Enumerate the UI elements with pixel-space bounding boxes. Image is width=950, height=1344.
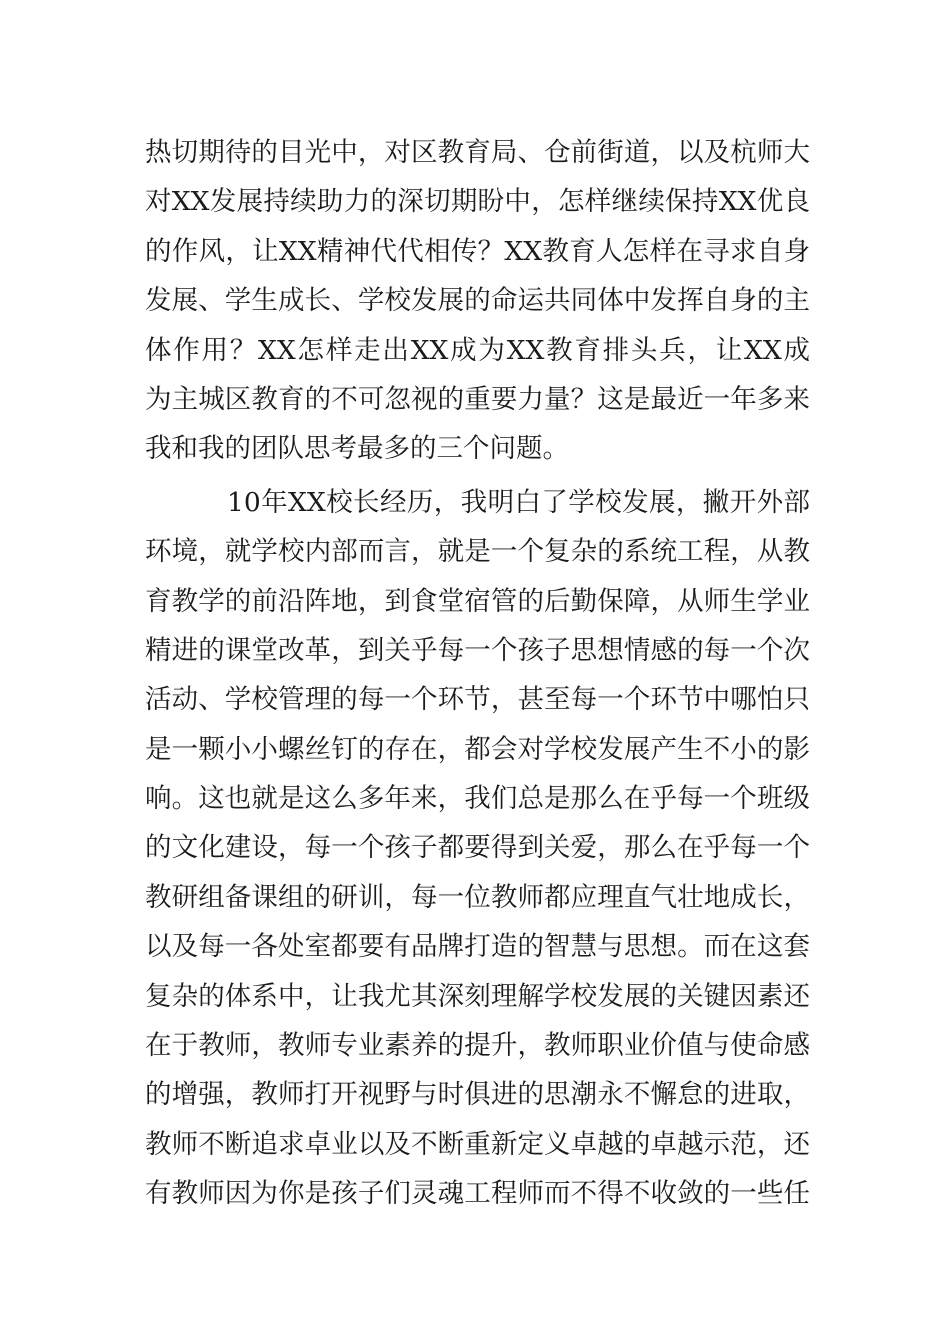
text-line: 对XX发展持续助力的深切期盼中，怎样继续保持XX优良 <box>145 186 810 218</box>
text-line: 以及每一各处室都要有品牌打造的智慧与思想。而在这套 <box>145 931 810 963</box>
text-line: 10年XX校长经历，我明白了学校发展，撇开外部 <box>227 486 810 518</box>
text-line: 育教学的前沿阵地，到食堂宿管的后勤保障，从师生学业 <box>145 585 810 617</box>
text-line: 复杂的体系中，让我尤其深刻理解学校发展的关键因素还 <box>145 980 810 1012</box>
text-line: 的文化建设，每一个孩子都要得到关爱，那么在乎每一个 <box>145 832 810 864</box>
paragraph-2 <box>145 478 810 1219</box>
body-text <box>145 128 810 1219</box>
text-line: 环境，就学校内部而言，就是一个复杂的系统工程，从教 <box>145 536 810 568</box>
text-line: 教师不断追求卓业以及不断重新定义卓越的卓越示范，还 <box>145 1128 810 1160</box>
text-line: 在于教师，教师专业素养的提升，教师职业价值与使命感 <box>145 1030 810 1062</box>
text-line: 为主城区教育的不可忽视的重要力量？这是最近一年多来 <box>145 383 810 415</box>
text-line: 有教师因为你是孩子们灵魂工程师而不得不收敛的一些任 <box>145 1178 810 1210</box>
text-line: 的增强，教师打开视野与时俱进的思潮永不懈怠的进取， <box>145 1079 810 1111</box>
text-line: 活动、学校管理的每一个环节，甚至每一个环节中哪怕只 <box>145 684 810 716</box>
text-line: 热切期待的目光中，对区教育局、仓前街道，以及杭师大 <box>145 137 810 168</box>
paragraph-1 <box>145 128 810 474</box>
text-line: 精进的课堂改革，到关乎每一个孩子思想情感的每一个次 <box>145 634 810 666</box>
text-line: 体作用？XX怎样走出XX成为XX教育排头兵，让XX成 <box>145 334 810 366</box>
text-line: 响。这也就是这么多年来，我们总是那么在乎每一个班级 <box>145 783 810 815</box>
text-line: 发展、学生成长、学校发展的命运共同体中发挥自身的主 <box>145 285 810 317</box>
text-line: 是一颗小小螺丝钉的存在，都会对学校发展产生不小的影 <box>145 733 810 765</box>
text-line: 的作风，让XX精神代代相传？XX教育人怎样在寻求自身 <box>145 235 810 267</box>
text-line: 教研组备课组的研训，每一位教师都应理直气壮地成长， <box>145 881 810 913</box>
text-line: 我和我的团队思考最多的三个问题。 <box>145 433 569 465</box>
